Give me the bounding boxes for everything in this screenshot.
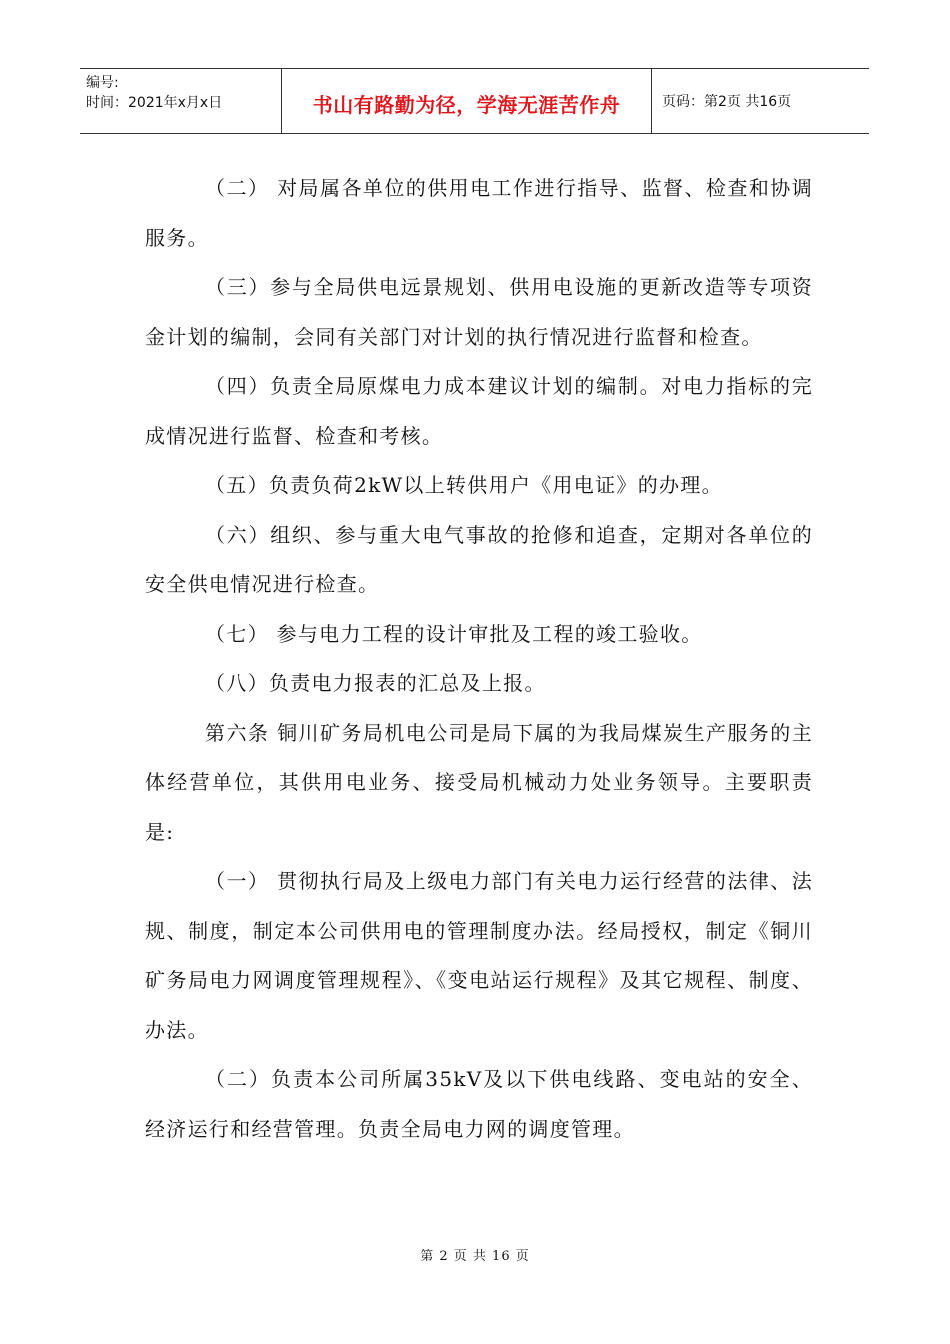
page-header xyxy=(80,68,869,134)
header-page-info: 页码：第2页 共16页 xyxy=(662,94,792,110)
document-number-label: 编号: xyxy=(86,75,119,91)
paragraph: 第六条 铜川矿务局机电公司是局下属的为我局煤炭生产服务的主体经营单位，其供用电业务、接受局机械动力处业务领导。主要职责是: xyxy=(145,720,813,844)
header-meta-cell xyxy=(80,69,282,133)
paragraph: （一） 贯彻执行局及上级电力部门有关电力运行经营的法律、法规、制度，制定本公司供用电的管理制度办法。经局授权，制定《铜川矿务局电力网调度管理规程》、《变电站运行规程》及其它规程、制度、办法。 xyxy=(145,869,813,1042)
header-motto-cell xyxy=(282,69,652,133)
paragraph: （五）负责负荷2kW以上转供用户《用电证》的办理。 xyxy=(205,473,723,497)
paragraph: （二）负责本公司所属35kV及以下供电线路、变电站的安全、经济运行和经营管理。负责全局电力网的调度管理。 xyxy=(145,1067,813,1141)
header-page-cell xyxy=(652,69,869,133)
paragraph: （八）负责电力报表的汇总及上报。 xyxy=(205,671,546,695)
paragraph: （四）负责全局原煤电力成本建议计划的编制。对电力指标的完成情况进行监督、检查和考核。 xyxy=(145,374,813,448)
paragraph: （六）组织、参与重大电气事故的抢修和追查，定期对各单位的安全供电情况进行检查。 xyxy=(145,522,813,596)
paragraph: （三）参与全局供电远景规划、供用电设施的更新改造等专项资金计划的编制，会同有关部门对计划的执行情况进行监督和检查。 xyxy=(145,275,813,349)
paragraph: （二） 对局属各单位的供用电工作进行指导、监督、检查和协调服务。 xyxy=(145,176,813,250)
header-motto: 书山有路勤为径，学海无涯苦作舟 xyxy=(312,92,621,117)
document-body xyxy=(145,164,813,1154)
page-footer: 第 2 页 共 16 页 xyxy=(420,1249,530,1264)
paragraph: （七） 参与电力工程的设计审批及工程的竣工验收。 xyxy=(205,621,703,646)
document-date-label: 时间：2021年x月x日 xyxy=(86,95,223,111)
